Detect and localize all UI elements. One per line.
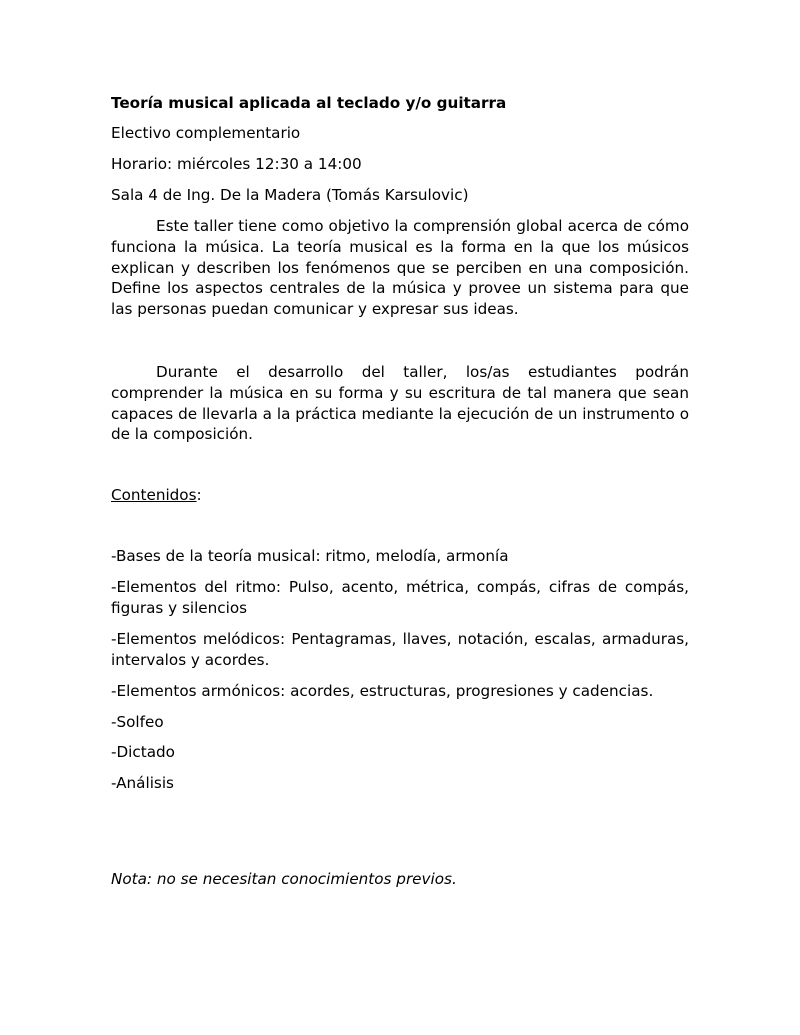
contents-item: -Dictado (111, 743, 175, 761)
note: Nota: no se necesitan conocimientos previos. (111, 870, 457, 888)
contents-heading-colon: : (196, 486, 202, 504)
intro-paragraph: Este taller tiene como objetivo la comprensión global acerca de cómo funciona la música. La teoría musical es la forma en la que los músicos explican y describen los fenómenos que se perciben en una composición. Define los aspectos centrales de la música y provee un sistema para que las personas puedan comunicar y expresar sus ideas. (111, 217, 689, 319)
contents-heading-text: Contenidos (111, 486, 197, 504)
contents-item: -Solfeo (111, 713, 164, 731)
contents-item: -Bases de la teoría musical: ritmo, melodía, armonía (111, 547, 509, 565)
course-subtitle: Electivo complementario (111, 124, 301, 142)
contents-item: -Análisis (111, 774, 174, 792)
course-room: Sala 4 de Ing. De la Madera (Tomás Karsulovic) (111, 186, 469, 204)
course-title: Teoría musical aplicada al teclado y/o guitarra (111, 94, 507, 112)
contents-item: -Elementos melódicos: Pentagramas, llaves, notación, escalas, armaduras, intervalos y acordes. (111, 630, 689, 669)
contents-item: -Elementos del ritmo: Pulso, acento, métrica, compás, cifras de compás, figuras y silencios (111, 578, 689, 617)
contents-heading (111, 485, 689, 506)
course-schedule: Horario: miércoles 12:30 a 14:00 (111, 155, 362, 173)
development-paragraph: Durante el desarrollo del taller, los/as estudiantes podrán comprender la música en su forma y su escritura de tal manera que sean capaces de llevarla a la práctica mediante la ejecución de un instrumento o de la composición. (111, 363, 689, 444)
contents-item: -Elementos armónicos: acordes, estructuras, progresiones y cadencias. (111, 682, 654, 700)
